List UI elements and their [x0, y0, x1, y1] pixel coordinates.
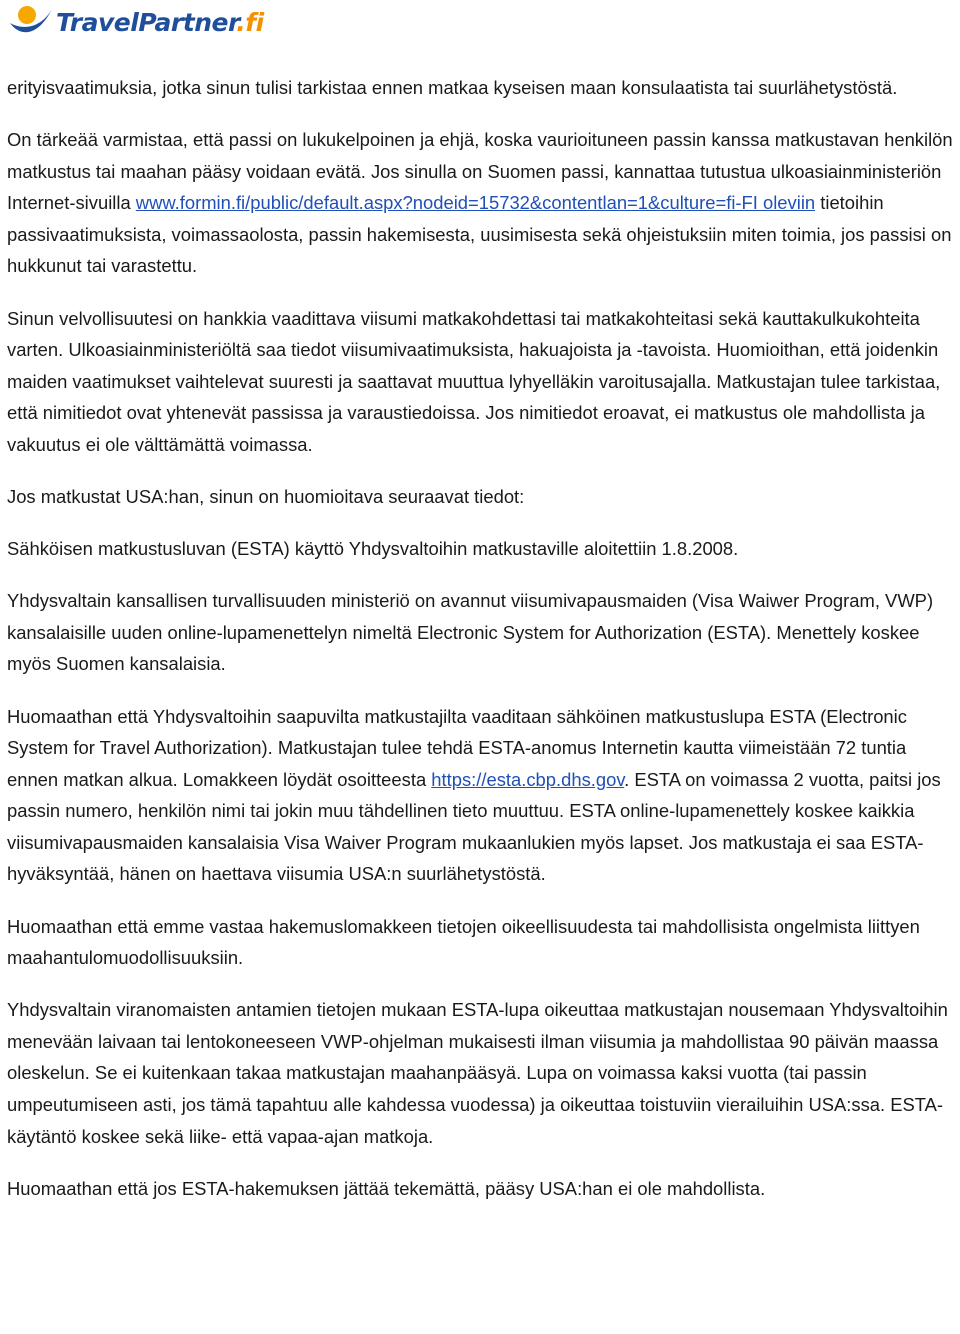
- paragraph-esta-warning: Huomaathan että jos ESTA-hakemuksen jättää tekemättä, pääsy USA:han ei ole mahdollista.: [7, 1177, 766, 1199]
- formin-link[interactable]: www.formin.fi/public/default.aspx?nodeid=15732&contentlan=1&culture=fi-FI oleviin: [135, 192, 816, 214]
- paragraph-consulate: erityisvaatimuksia, jotka sinun tulisi tarkistaa ennen matkaa kyseisen maan konsulaatista tai suurlähetystöstä.: [7, 77, 898, 98]
- esta-link[interactable]: https://esta.cbp.dhs.gov: [431, 768, 625, 790]
- paragraph-esta-rights: Yhdysvaltain viranomaisten antamien tietojen mukaan ESTA-lupa oikeuttaa matkustajan nousemaan Yhdysvaltoihin menevään laivaan tai lentokoneeseen VWP-ohjelman mukaisesti ilman viisumia ja mahdollistaa 90 päivän maassa oleskelun. Se ei kuitenkaan takaa matkustajan maahanpääsyä. Lupa on voimassa kaksi vuotta (tai passin umpeutumiseen asti, jos tämä tapahtuu alle kahdessa vuodessa) ja oikeuttaa toistuviin vierailuihin USA:ssa. ESTA-käytäntö koskee sekä liike- että vapaa-ajan matkoja.: [7, 999, 948, 1147]
- logo-text-domain: .fi: [236, 7, 264, 37]
- paragraph-esta-text-2: . ESTA on voimassa 2 vuotta, paitsi jos passin numero, henkilön nimi tai jokin muu tähdellinen tieto muuttuu. ESTA online-lupamenettely koskee kaikkia viisumivapausmaiden kansalaisia Visa Waiver Program mukaanlukien myös lapset. Jos matkustaja ei saa ESTA-hyväksyntää, hänen on haettava viisumia USA:n suurlähetystöstä.: [7, 768, 941, 885]
- paragraph-esta-start: Sähköisen matkustusluvan (ESTA) käyttö Yhdysvaltoihin matkustaville aloitettiin 1.8.2008.: [7, 538, 739, 560]
- paragraph-passport-text-2: tietoihin passivaatimuksista, voimassaolosta, passin hakemisesta, uusimisesta sekä ohjeistuksiin miten toimia, jos passisi on hukkunut tai varastettu.: [7, 192, 952, 277]
- paragraph-passport-text-1: On tärkeää varmistaa, että passi on lukukelpoinen ja ehjä, koska vaurioituneen passin kanssa matkustavan henkilön matkustus tai maahan pääsy voidaan evätä. Jos sinulla on Suomen passi, kannattaa tutustua ulkoasiainministeriön Internet-sivuilla: [7, 129, 953, 214]
- paragraph-usa-intro: Jos matkustat USA:han, sinun on huomioitava seuraavat tiedot:: [7, 486, 525, 508]
- site-header: [8, 2, 264, 42]
- paragraph-passport: [7, 124, 959, 282]
- logo-text-main: TravelPartner: [56, 7, 237, 37]
- paragraph-esta-details: [7, 701, 959, 891]
- paragraph-esta-text-1: Huomaathan että Yhdysvaltoihin saapuvilta matkustajilta vaaditaan sähköinen matkustuslupa ESTA (Electronic System for Travel Authorization). Matkustajan tulee tehdä ESTA-anomus Internetin kautta viimeistään 72 tuntia ennen matkan alkua. Lomakkeen löydät osoitteesta: [7, 705, 907, 790]
- document-body: [7, 72, 959, 1225]
- sun-swoosh-icon: [8, 3, 54, 41]
- paragraph-visa-duty: Sinun velvollisuutesi on hankkia vaadittava viisumi matkakohdettasi tai matkakohteitasi sekä kauttakulkukohteita varten. Ulkoasiainministeriöltä saa tiedot viisumivaatimuksista, hakuajoista ja -tavoista. Huomioithan, että joidenkin maiden vaatimukset vaihtelevat suuresti ja saattavat muuttua lyhyelläkin varoitusajalla. Matkustajan tulee tarkistaa, että nimitiedot ovat yhtenevät passissa ja varaustiedoissa. Jos nimitiedot eroavat, ei matkustus ole mahdollista ja vakuutus ei ole välttämättä voimassa.: [7, 307, 941, 455]
- logo-wordmark[interactable]: [56, 7, 264, 37]
- paragraph-disclaimer: Huomaathan että emme vastaa hakemuslomakkeen tietojen oikeellisuudesta tai mahdollisista ongelmista liittyen maahantulomuodollisuuksiin.: [7, 915, 920, 969]
- paragraph-vwp: Yhdysvaltain kansallisen turvallisuuden ministeriö on avannut viisumivapausmaiden (Visa Waiwer Program, VWP) kansalaisille uuden online-lupamenettelyn nimeltä Electronic System for Authorization (ESTA). Menettely koskee myös Suomen kansalaisia.: [7, 590, 934, 675]
